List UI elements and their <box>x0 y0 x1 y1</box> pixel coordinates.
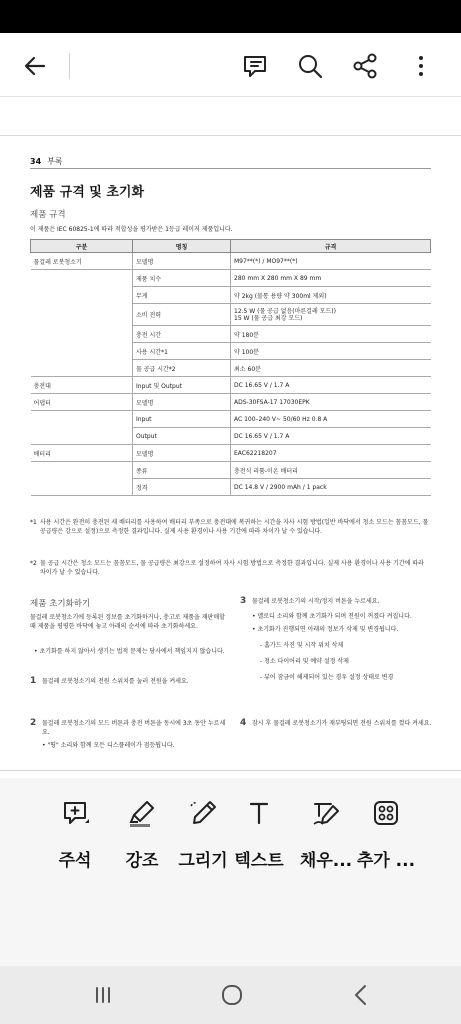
table-cell: 충전 시간 <box>133 326 231 343</box>
table-row <box>31 479 431 496</box>
table-cell-line: 15 W (물 공급 최강 모드) <box>234 314 303 322</box>
step-4 <box>240 719 432 728</box>
back-arrow-icon[interactable] <box>20 51 50 81</box>
step-text: 물걸레 로봇청소기의 모드 버튼과 충전 버튼을 동시에 3초 동안 누르세요. <box>42 720 226 736</box>
back-nav-icon[interactable] <box>346 981 376 1009</box>
highlighter-icon <box>127 798 157 828</box>
table-cell: 물 공급 시간*2 <box>133 360 231 377</box>
footnote-text: 사용 시간은 완전히 충전된 새 배터리를 사용하여 배터리 부족으로 충전대에 복귀하는 시간을 자사 시험 방법(일반 바닥에서 청소 모드는 꼼꼼모드, 물 공급량은 강으로 설정)으로 측정한 결과입니다. 실제 사용 환경이나 사용 기간에 따라 차이가 날 수 있습니다. <box>40 519 429 535</box>
table-header: 규격 <box>231 240 431 253</box>
table-cell: DC 16.65 V / 1.7 A <box>231 377 431 394</box>
table-row <box>31 270 431 287</box>
step-bullet: • "띵" 소리와 함께 모든 디스플레이가 점등됩니다. <box>42 742 175 749</box>
reset-section-title: 제품 초기화하기 <box>30 599 91 609</box>
step-bullet: • 멜로디 소리와 함께 초기화가 되며 전원이 꺼졌다 켜집니다. <box>252 613 412 620</box>
step-1 <box>30 677 226 686</box>
table-cell: Output <box>133 428 231 445</box>
step-2 <box>30 719 226 750</box>
table-cell: ADS-30FSA-17 17030EPK <box>231 394 431 411</box>
table-cell-line: 12.5 W (물 공급 없음(마른걸레 모드)) <box>234 307 336 315</box>
reset-intro: 물걸레 로봇청소기에 등록된 정보를 초기화하거나, 충고로 제품을 재판매할 때 제품을 평평한 바닥에 놓고 아래의 순서에 따라 초기화하세요. <box>30 614 225 630</box>
table-cell: 종류 <box>133 462 231 479</box>
table-cell: 약 2kg (물통 용량 약 300ml 제외) <box>231 287 431 304</box>
header-rule <box>30 168 431 169</box>
table-cell <box>31 479 133 496</box>
table-cell: 약 180분 <box>231 326 431 343</box>
table-cell <box>31 411 133 428</box>
table-header-row <box>31 240 431 253</box>
table-cell: 물걸레 로봇청소기 <box>31 253 133 270</box>
table-row <box>31 326 431 343</box>
document-viewer[interactable] <box>0 97 461 778</box>
comment-icon[interactable] <box>240 51 270 81</box>
table-cell <box>31 360 133 377</box>
table-cell: M97**(*) / MO97**(*) <box>231 253 431 270</box>
home-icon[interactable] <box>217 981 247 1009</box>
tool-more[interactable] <box>346 798 426 871</box>
page-header <box>30 156 63 167</box>
table-cell: 모델명 <box>133 253 231 270</box>
page-title: 제품 규격 및 초기화 <box>30 185 145 200</box>
tool-label: 추가 ... <box>356 851 416 871</box>
app-bar-divider <box>69 53 70 79</box>
tool-label: 채우... <box>299 851 353 871</box>
step-sub-item: - 청소 다이어리 및 예약 설정 삭제 <box>260 658 349 665</box>
recent-apps-icon[interactable] <box>88 981 118 1009</box>
step-sub-item: - 뷰어 잠금이 해제되어 있는 경우 설정 상태로 변경 <box>260 674 394 681</box>
table-cell: Input <box>133 411 231 428</box>
table-row <box>31 343 431 360</box>
table-cell <box>31 326 133 343</box>
table-cell: 충전식 리튬-이온 배터리 <box>231 462 431 479</box>
table-cell: 배터리 <box>31 445 133 462</box>
more-vert-icon[interactable] <box>406 51 436 81</box>
step-number: 3 <box>240 596 247 606</box>
table-cell: 모델명 <box>133 394 231 411</box>
table-cell: EAC62218207 <box>231 445 431 462</box>
table-cell: 약 100분 <box>231 343 431 360</box>
section-subtitle: 제품 규격 <box>30 210 66 220</box>
table-row <box>31 428 431 445</box>
table-cell: 사용 시간*1 <box>133 343 231 360</box>
search-icon[interactable] <box>295 51 325 81</box>
table-cell <box>31 287 133 304</box>
footnote-text: 물 공급 시간은 청소 모드는 꼼꼼모드, 물 공급량은 최강으로 설정하여 자사 시험 방법으로 측정한 결과입니다. 실제 사용 환경이나 사용 기간에 따라 차이가 날 수 있습니다. <box>40 560 424 576</box>
table-row <box>31 377 431 394</box>
table-cell <box>31 343 133 360</box>
status-bar <box>0 0 461 33</box>
table-cell: 정격 <box>133 479 231 496</box>
table-row <box>31 411 431 428</box>
text-icon <box>244 798 274 828</box>
page-number: 34 <box>30 157 42 166</box>
table-cell: 모델명 <box>133 445 231 462</box>
footnote-1 <box>30 518 430 536</box>
more-grid-icon <box>371 798 401 828</box>
footnote-mark: *1 <box>30 519 37 526</box>
page-top-border <box>0 135 461 136</box>
step-number: 2 <box>30 718 37 728</box>
table-cell: 충전대 <box>31 377 133 394</box>
table-cell: 제품 치수 <box>133 270 231 287</box>
table-row <box>31 462 431 479</box>
footnote-mark: *2 <box>30 560 37 567</box>
table-row <box>31 445 431 462</box>
page-section: 부록 <box>47 157 63 166</box>
tool-label: 그리기 <box>178 851 228 871</box>
table-row <box>31 287 431 304</box>
app-bar <box>0 33 461 97</box>
step-number: 1 <box>30 676 37 686</box>
table-cell <box>31 428 133 445</box>
step-text: 물걸레 로봇청소기의 전원 스위치를 눌러 전원을 켜세요. <box>42 678 189 685</box>
table-cell: 최소 60분 <box>231 360 431 377</box>
page-bottom-border <box>0 770 461 771</box>
table-cell: 어댑터 <box>31 394 133 411</box>
table-header: 구분 <box>31 240 133 253</box>
reset-warning: • 초기화를 하지 않아서 생기는 법적 문제는 당사에서 책임지지 않습니다. <box>34 648 225 655</box>
table-cell: 무게 <box>133 287 231 304</box>
table-row <box>31 394 431 411</box>
tool-label: 강조 <box>125 851 159 871</box>
table-cell: 280 mm X 280 mm X 89 mm <box>231 270 431 287</box>
table-cell: 소비 전력 <box>133 304 231 326</box>
spec-table <box>30 239 431 496</box>
comment-add-icon <box>60 798 90 828</box>
step-number: 4 <box>240 718 247 728</box>
table-cell <box>31 304 133 326</box>
tool-label: 주석 <box>58 851 92 871</box>
step-text: 잠시 후 물걸레 로봇청소기가 재부팅되면 전원 스위치를 껐다 켜세요. <box>252 720 432 727</box>
fill-sign-icon <box>311 798 341 828</box>
table-row <box>31 360 431 377</box>
document-page <box>0 97 461 778</box>
laser-note: 이 제품은 IEC 60825-1에 따라 적합성을 평가받은 1등급 레이저 제품입니다. <box>30 226 233 233</box>
table-row <box>31 304 431 326</box>
step-sub-item: - 홈가드 사진 및 시작 위치 삭제 <box>260 642 344 649</box>
system-nav-bar <box>0 966 461 1024</box>
table-cell: DC 16.65 V / 1.7 A <box>231 428 431 445</box>
step-bullet: • 초기화가 진행되면 아래의 정보가 삭제 및 변경됩니다. <box>252 626 399 633</box>
table-header: 명칭 <box>133 240 231 253</box>
table-cell: DC 14.8 V / 2900 mAh / 1 pack <box>231 479 431 496</box>
tool-label: 텍스트 <box>234 851 284 871</box>
footnote-2 <box>30 559 430 577</box>
share-icon[interactable] <box>350 51 380 81</box>
annotation-toolbar <box>0 778 461 966</box>
pen-draw-icon <box>188 798 218 828</box>
table-cell <box>31 270 133 287</box>
step-3 <box>240 597 432 682</box>
step-text: 물걸레 로봇청소기의 시작/정지 버튼을 누르세요. <box>252 598 380 605</box>
table-cell: Input 및 Output <box>133 377 231 394</box>
table-cell <box>31 462 133 479</box>
table-row <box>31 253 431 270</box>
table-cell <box>231 304 431 326</box>
table-cell: AC 100–240 V~ 50/60 Hz 0.8 A <box>231 411 431 428</box>
